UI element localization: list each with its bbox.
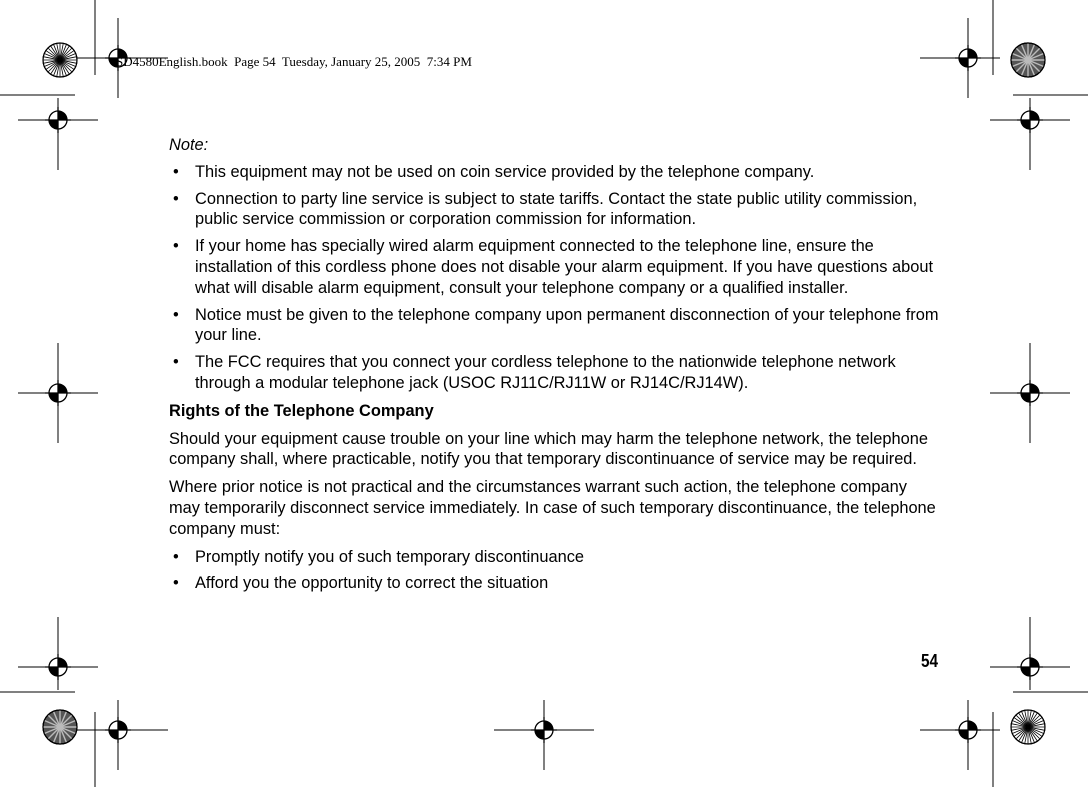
list-item-text: Connection to party line service is subject to state tariffs. Contact the state public utility commission, public service commission or corporation commission for information. [195, 189, 918, 229]
list-item-text: If your home has specially wired alarm equipment connected to the telephone line, ensure the installation of this cordless phone does not disable your alarm equipment. If you have questions about what will disable alarm equipment, consult your telephone company or a qualified installer. [195, 237, 934, 297]
note-label: Note: [169, 136, 209, 154]
list-item-text: This equipment may not be used on coin service provided by the telephone company. [195, 162, 815, 181]
bullet-glyph: • [173, 574, 179, 593]
list-item [169, 352, 939, 394]
list-item-text: Notice must be given to the telephone company upon permanent disconnection of your telephone from your line. [195, 305, 939, 345]
requirements-list [169, 547, 939, 595]
page-number: 54 [920, 651, 938, 671]
list-item-text: Afford you the opportunity to correct the situation [195, 574, 549, 593]
section-heading: Rights of the Telephone Company [169, 401, 434, 420]
bullet-glyph: • [173, 305, 179, 324]
list-item [169, 162, 939, 183]
paragraph: Should your equipment cause trouble on your line which may harm the telephone network, the telephone company shall, where practicable, notify you that temporary discontinuance of service may be required. [169, 429, 928, 469]
page-body [169, 135, 939, 600]
list-item [169, 305, 939, 347]
bullet-glyph: • [173, 162, 179, 181]
list-item-text: The FCC requires that you connect your cordless telephone to the nationwide telephone network through a modular telephone jack (USOC RJ11C/RJ11W or RJ14C/RJ14W). [195, 353, 896, 392]
list-item [169, 236, 939, 298]
bullet-glyph: • [173, 547, 179, 566]
list-item [169, 189, 939, 231]
bullet-glyph: • [173, 353, 179, 372]
list-item [169, 573, 939, 594]
list-item-text: Promptly notify you of such temporary discontinuance [195, 547, 585, 566]
bullet-glyph: • [173, 189, 179, 208]
bullet-glyph: • [173, 237, 179, 256]
list-item [169, 547, 939, 568]
paragraph: Where prior notice is not practical and the circumstances warrant such action, the telephone company may temporarily disconnect service immediately. In case of such temporary discontinuance, the telephone company must: [169, 478, 936, 538]
print-slug: SD4580English.book Page 54 Tuesday, January 25, 2005 7:34 PM [116, 54, 472, 69]
notes-list [169, 162, 939, 394]
